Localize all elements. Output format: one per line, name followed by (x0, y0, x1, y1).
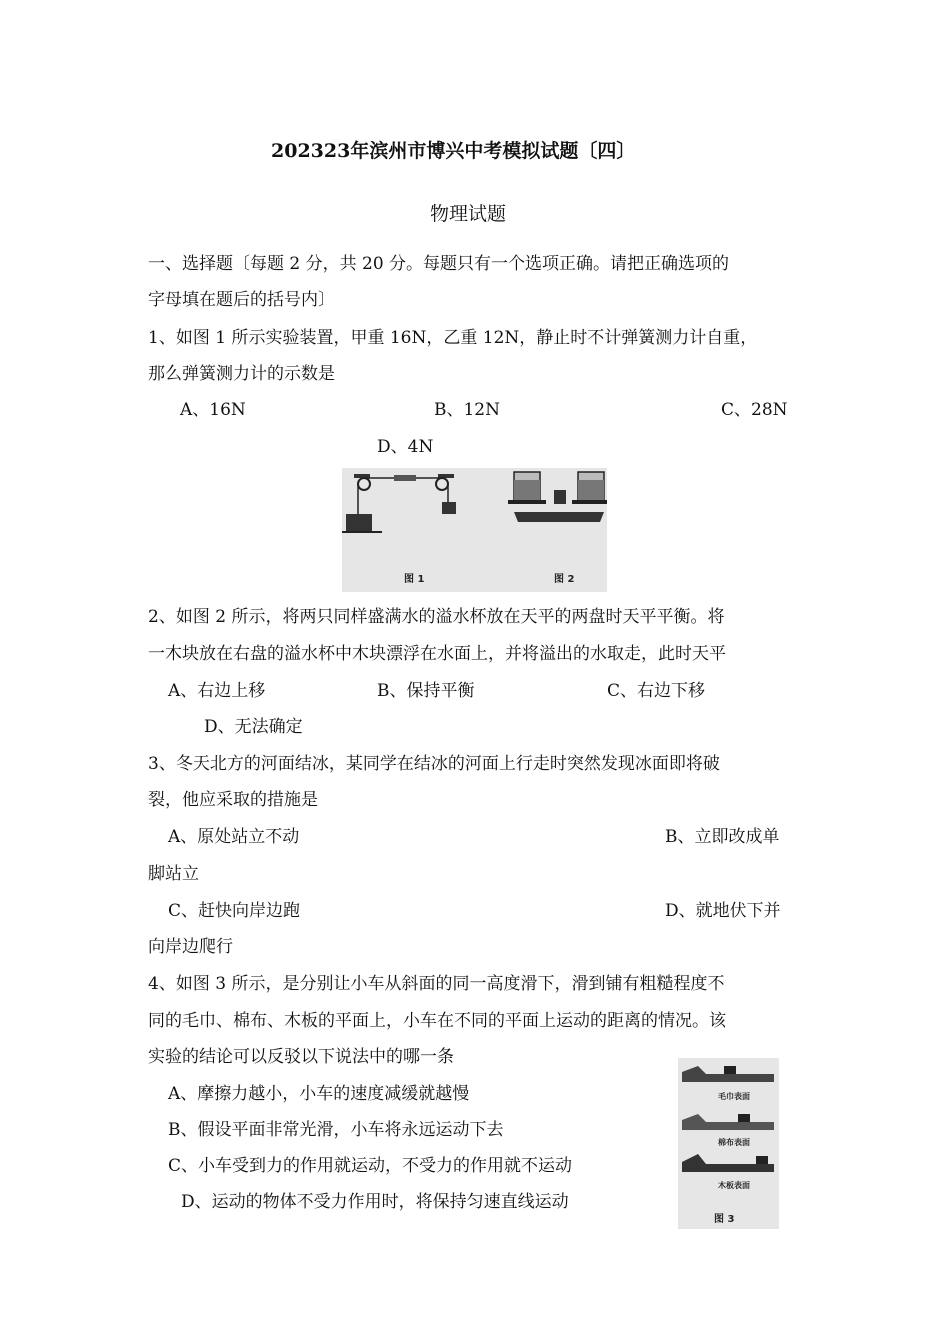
balance-base (514, 512, 604, 522)
q1-option-c: C、28N (721, 400, 788, 420)
figure-1-2 (342, 468, 607, 592)
q4-option-c: C、小车受到力的作用就运动，不受力的作用就不运动 (168, 1156, 573, 1176)
figure-1-2-drawing (342, 468, 607, 592)
balance-center (554, 490, 566, 504)
section-instruction-line2: 字母填在题后的括号内〕 (148, 290, 335, 310)
q3-option-d-cont: 向岸边爬行 (148, 937, 233, 957)
q3-stem-line2: 裂，他应采取的措施是 (148, 790, 318, 810)
figure-3 (678, 1058, 779, 1229)
section-instruction-line1: 一、选择题〔每题 2 分，共 20 分。每题只有一个选项正确。请把正确选项的 (148, 254, 730, 274)
q1-option-b: B、12N (434, 400, 500, 420)
figure-3-label: 图 3 (714, 1214, 735, 1225)
q4-option-b: B、假设平面非常光滑，小车将永远运动下去 (168, 1120, 504, 1140)
pulley-left (358, 478, 370, 490)
exam-subtitle: 物理试题 (430, 203, 507, 225)
surface-wood-label: 木板表面 (718, 1181, 750, 1190)
q2-option-a: A、右边上移 (168, 681, 266, 701)
cart-towel (724, 1066, 736, 1074)
ramp-cotton (682, 1114, 774, 1130)
q3-stem-line1: 3、冬天北方的河面结冰，某同学在结冰的河面上行走时突然发现冰面即将破 (148, 754, 720, 774)
figure-3-drawing (678, 1058, 779, 1229)
q4-option-a: A、摩擦力越小，小车的速度减缓就越慢 (168, 1084, 470, 1104)
figure-1-label: 图 1 (404, 574, 425, 585)
q4-stem-line2: 同的毛巾、棉布、木板的平面上，小车在不同的平面上运动的距离的情况。该 (148, 1011, 726, 1031)
q3-option-a: A、原处站立不动 (168, 827, 300, 847)
figure-2-label: 图 2 (554, 574, 575, 585)
cart-wood (756, 1156, 768, 1164)
q3-option-b-cont: 脚站立 (148, 864, 199, 884)
q3-option-d: D、就地伏下并 (665, 901, 781, 921)
cart-cotton (738, 1114, 750, 1122)
q4-stem-line3: 实验的结论可以反驳以下说法中的哪一条 (148, 1047, 454, 1067)
q2-option-d: D、无法确定 (204, 717, 303, 737)
q4-option-d: D、运动的物体不受力作用时，将保持匀速直线运动 (181, 1192, 569, 1212)
q1-option-a: A、16N (180, 400, 246, 420)
q3-option-c: C、赶快向岸边跑 (168, 901, 301, 921)
q2-option-c: C、右边下移 (607, 681, 706, 701)
q3-option-b: B、立即改成单 (665, 827, 780, 847)
q1-stem-line1: 1、如图 1 所示实验装置，甲重 16N，乙重 12N，静止时不计弹簧测力计自重， (148, 328, 758, 348)
weight-yi (442, 502, 456, 514)
weight-jia (346, 514, 372, 532)
q1-stem-line2: 那么弹簧测力计的示数是 (148, 364, 335, 384)
spring-scale (394, 475, 416, 481)
surface-towel-label: 毛巾表面 (718, 1092, 750, 1101)
q2-stem-line2: 一木块放在右盘的溢水杯中木块漂浮在水面上，并将溢出的水取走，此时天平 (148, 644, 726, 664)
surface-cotton-label: 棉布表面 (718, 1138, 750, 1147)
q1-option-d: D、4N (377, 437, 434, 457)
q2-option-b: B、保持平衡 (377, 681, 475, 701)
q4-stem-line1: 4、如图 3 所示，是分别让小车从斜面的同一高度滑下，滑到铺有粗糙程度不 (148, 974, 725, 994)
q2-stem-line1: 2、如图 2 所示，将两只同样盛满水的溢水杯放在天平的两盘时天平平衡。将 (148, 607, 725, 627)
pulley-right (436, 478, 448, 490)
exam-title: 202323年滨州市博兴中考模拟试题〔四〕 (271, 140, 636, 162)
